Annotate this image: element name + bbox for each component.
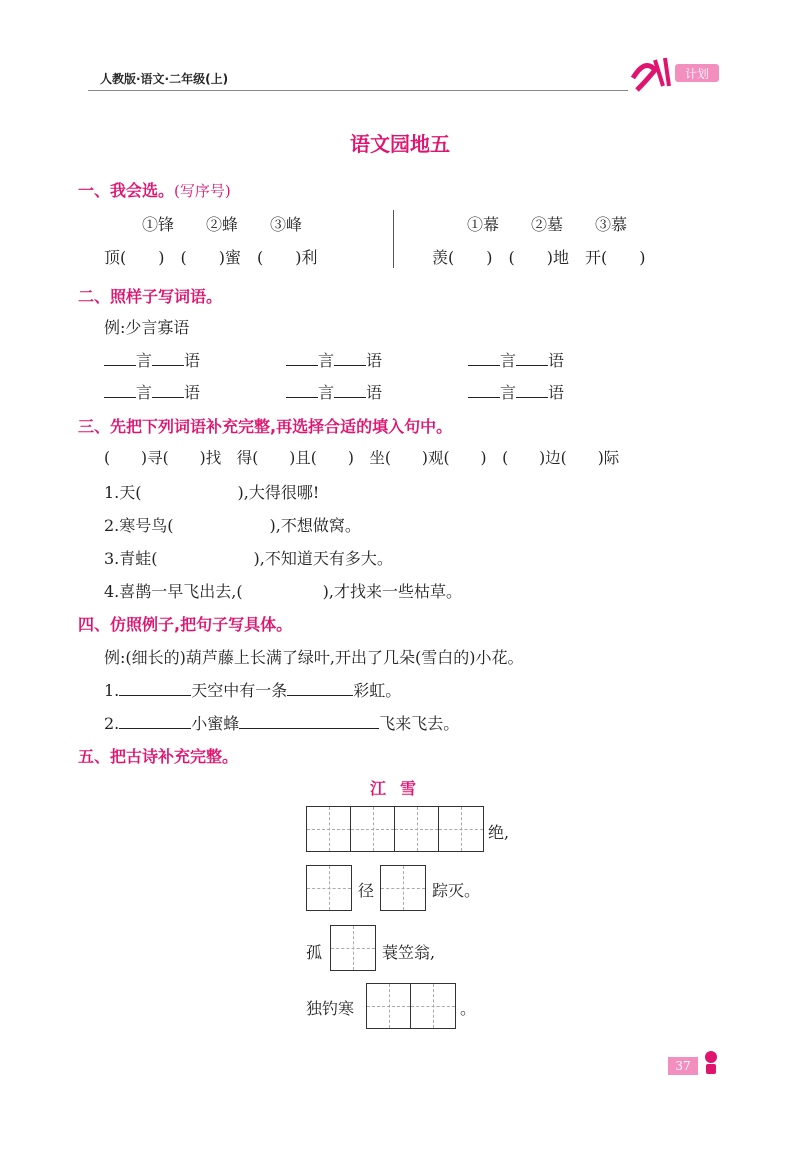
s1-left-words: 顶( ) ( )蜜 ( )利 (104, 248, 318, 267)
svg-text:计划: 计划 (684, 67, 710, 81)
s2-row: 言 语 (104, 380, 200, 403)
brand-logo (625, 50, 735, 100)
poem-line-3-box[interactable] (330, 925, 376, 971)
s4-line-2: 2. 小蜜蜂 飞来飞去。 (104, 714, 460, 733)
s1-right-options: ①幕 ②墓 ③慕 (467, 215, 628, 234)
s3-item-2: 2.寒号鸟( ),不想做窝。 (104, 516, 361, 535)
s3-words: ( )寻( )找 得( )且( ) 坐( )观( ) ( )边( )际 (104, 449, 620, 467)
poem-line-2-box-b[interactable] (380, 865, 426, 911)
poem-line-2-mid: 径 (358, 881, 375, 900)
s1-divider (393, 210, 394, 268)
poem-line-2-box-a[interactable] (306, 865, 352, 911)
s1-left-options: ①锋 ②蜂 ③峰 (142, 215, 303, 234)
section-3-heading: 三、先把下列词语补充完整,再选择合适的填入句中。 (78, 417, 453, 436)
poem-line-1-end: 绝, (488, 823, 510, 842)
s3-item-3: 3.青蛙( ),不知道天有多大。 (104, 549, 393, 568)
poem-line-3-start: 孤 (306, 943, 323, 962)
s2-row: 言 语 (468, 348, 564, 371)
section-2-heading: 二、照样子写词语。 (78, 287, 223, 306)
poem-line-4-end: 。 (460, 999, 477, 1018)
s3-item-4: 4.喜鹊一早飞出去,( ),才找来一些枯草。 (104, 582, 462, 601)
mascot-icon (700, 1048, 722, 1078)
poem-line-1-boxes[interactable] (306, 806, 484, 852)
book-label: 人教版·语文·二年级(上) (100, 72, 229, 86)
poem-line-4-start: 独钓寒 (306, 999, 355, 1018)
s2-row: 言 语 (104, 348, 200, 371)
s4-line-1: 1. 天空中有一条 彩虹。 (104, 681, 402, 700)
page-title: 语文园地五 (350, 132, 450, 156)
s2-row: 言 语 (468, 380, 564, 403)
s2-row: 言 语 (286, 380, 382, 403)
s3-item-1: 1.天( ),大得很哪! (104, 483, 320, 502)
section-4-heading: 四、仿照例子,把句子写具体。 (78, 615, 293, 634)
s1-right-words: 羡( ) ( )地 开( ) (432, 248, 646, 267)
s2-row: 言 语 (286, 348, 382, 371)
section-5-heading: 五、把古诗补充完整。 (78, 747, 239, 766)
page-number: 37 (668, 1057, 698, 1075)
poem-line-3-end: 蓑笠翁, (382, 943, 436, 962)
poem-line-4-boxes[interactable] (366, 983, 456, 1029)
section-1-heading: 一、我会选。(写序号) (78, 181, 231, 200)
poem-line-2-end: 踪灭。 (432, 881, 481, 900)
s2-example: 例:少言寡语 (104, 318, 190, 337)
poem-title: 江雪 (369, 779, 430, 798)
header-divider (88, 90, 628, 91)
s4-example: 例:(细长的)葫芦藤上长满了绿叶,开出了几朵(雪白的)小花。 (104, 648, 524, 667)
